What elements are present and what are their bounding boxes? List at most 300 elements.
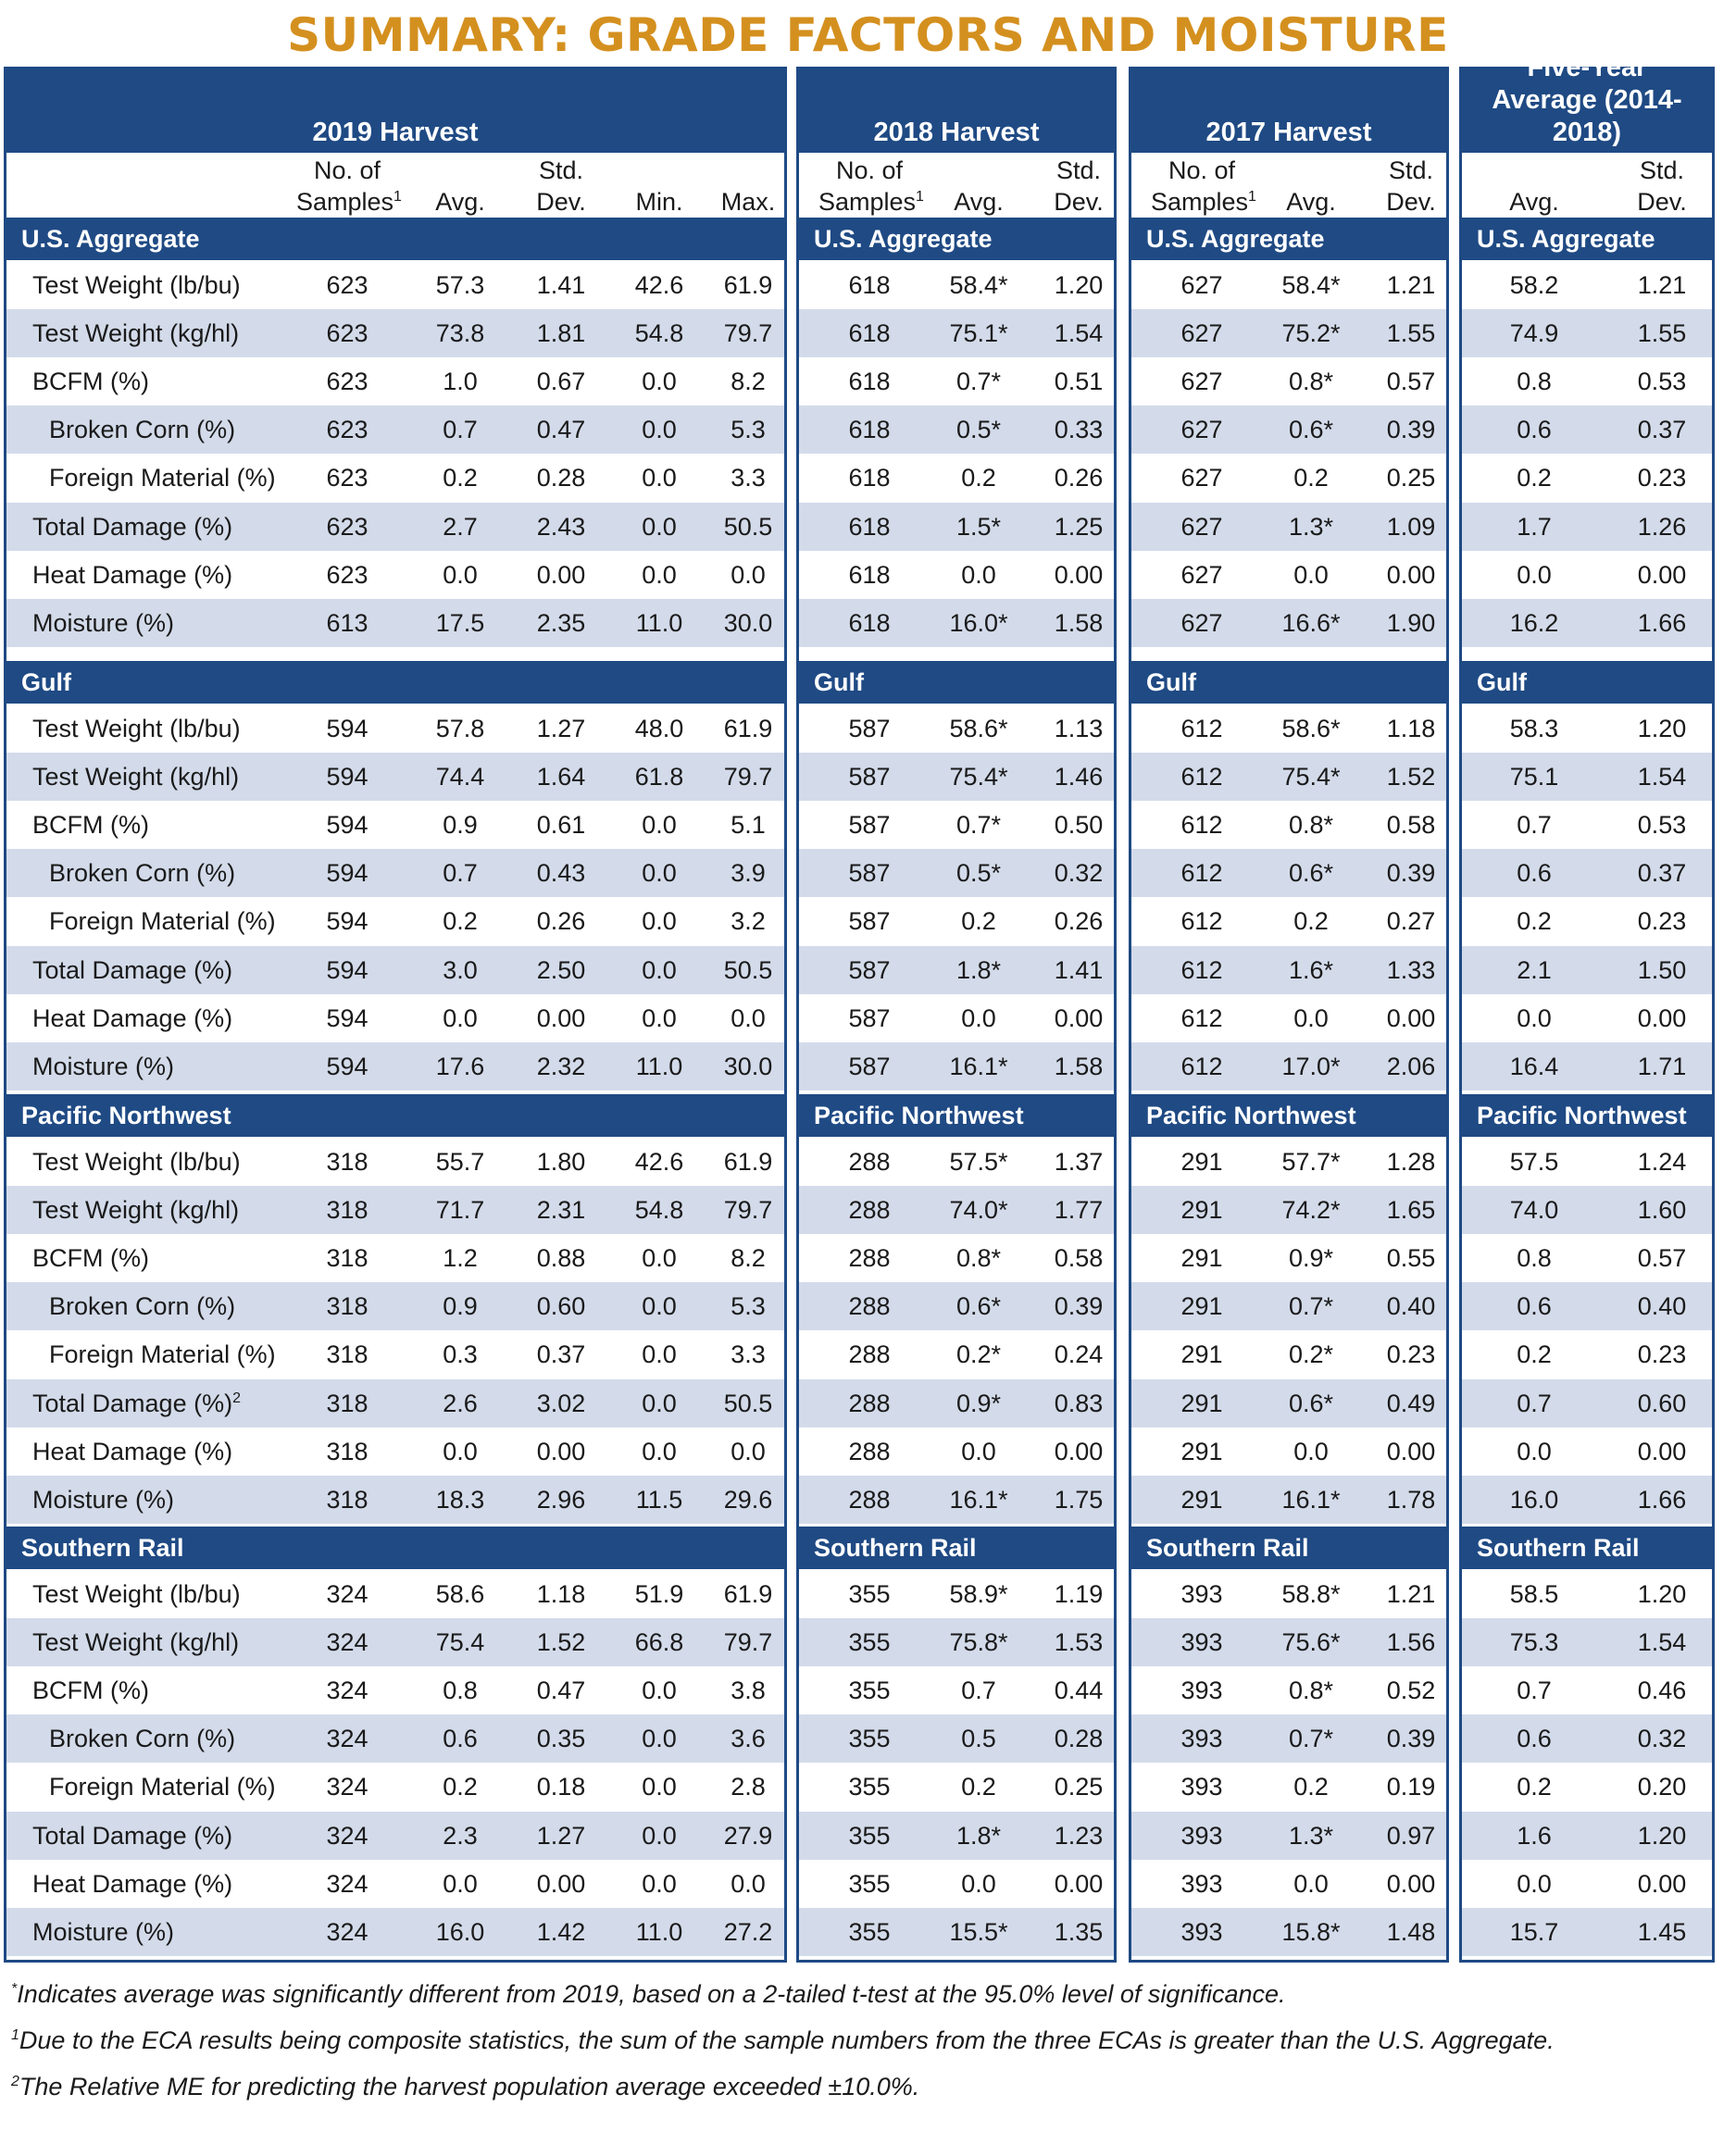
row-label: Total Damage (%) [32,955,233,984]
table-cell: 50.5 [723,512,773,541]
table-row [1462,994,1712,1042]
table-cell: 0.2* [1288,1340,1334,1369]
table-cell: 1.55 [1386,319,1436,348]
table-cell: 1.13 [1054,715,1104,742]
table-cell: 0.0 [961,1869,996,1898]
table-cell: 0.8 [1517,368,1552,396]
table-row [799,753,1114,801]
page-title: SUMMARY: GRADE FACTORS AND MOISTURE [287,8,1449,62]
table-cell: 627 [1180,608,1223,637]
table-row [6,897,784,945]
table-cell: 288 [848,1292,891,1321]
column-header: Avg. [954,188,1004,216]
table-row [6,801,784,849]
table-cell: 74.4 [435,763,485,792]
table-cell: 75.8* [949,1628,1008,1657]
table-cell: 75.4* [1281,763,1341,792]
table-cell: 594 [326,1003,368,1032]
table-cell: 0.0 [1293,1869,1329,1898]
table-row [1131,454,1446,502]
table-cell: 0.0 [642,1292,677,1321]
table-cell: 355 [848,1773,891,1801]
table-cell: 0.6 [1517,1292,1552,1321]
table-cell: 291 [1180,1340,1223,1369]
table-cell: 0.0 [1517,1003,1552,1032]
column-header: Std. Dev. [1054,156,1104,216]
table-cell: 587 [848,1003,891,1032]
table-cell: 627 [1180,464,1223,492]
table-cell: 618 [848,319,891,348]
section-header: Gulf [1462,661,1712,704]
table-cell: 1.0 [443,368,478,396]
table-row [1462,357,1712,405]
table-cell: 16.1* [949,1052,1008,1080]
table-cell: 393 [1180,1628,1223,1657]
table-row [799,1666,1114,1714]
table-cell: 2.43 [536,512,586,541]
table-cell: 8.2 [731,368,766,396]
table-cell: 1.66 [1637,608,1687,637]
table-cell: 74.2* [1281,1196,1341,1225]
table-row [6,454,784,502]
table-row [1462,405,1712,454]
table-row [799,1860,1114,1908]
table-cell: 0.6* [1288,1389,1334,1417]
table-row [1131,551,1446,599]
table-cell: 0.0 [1293,1003,1329,1032]
table-cell: 1.37 [1054,1148,1104,1176]
table-row [1462,1908,1712,1956]
table-cell: 291 [1180,1485,1223,1514]
table-cell: 627 [1180,512,1223,541]
table-row [6,405,784,454]
table-cell: 0.8 [443,1677,478,1705]
table-row [1462,1282,1712,1330]
table-row [1462,599,1712,647]
table-cell: 0.18 [536,1773,586,1801]
table-row [1462,1138,1712,1186]
table-row [799,849,1114,897]
table-cell: 58.8* [1281,1580,1341,1608]
table-cell: 0.50 [1054,811,1104,840]
table-row [1131,753,1446,801]
table-row [799,1234,1114,1282]
table-cell: 623 [326,512,368,541]
table-cell: 0.00 [536,1003,586,1032]
table-cell: 2.32 [536,1052,586,1080]
table-cell: 1.75 [1054,1485,1104,1514]
section-header: Gulf [6,661,784,704]
table-cell: 0.00 [1637,1437,1687,1465]
table-cell: 11.5 [635,1485,683,1514]
table-cell: 2.3 [443,1821,478,1850]
table-cell: 1.26 [1637,512,1687,541]
table-cell: 0.2 [443,464,478,492]
table-cell: 1.35 [1054,1917,1104,1946]
table-cell: 318 [326,1437,368,1465]
table-cell: 0.00 [1386,1437,1436,1465]
table-cell: 0.47 [536,1677,586,1705]
table-cell: 0.0 [642,1869,677,1898]
table-cell: 355 [848,1677,891,1705]
table-cell: 75.2* [1281,319,1341,348]
table-cell: 594 [326,763,368,792]
table-cell: 291 [1180,1148,1223,1176]
table-row [6,261,784,309]
table-row [799,551,1114,599]
section-header: Southern Rail [1462,1527,1712,1569]
column-header: Std. Dev. [1386,156,1436,216]
table-row [799,1812,1114,1860]
table-cell: 66.8 [634,1628,684,1657]
table-cell: 1.46 [1054,763,1104,792]
table-row [799,454,1114,502]
section-header: U.S. Aggregate [6,218,784,260]
table-cell: 627 [1180,368,1223,396]
table-cell: 58.5 [1509,1580,1559,1608]
row-label: Broken Corn (%) [49,416,236,444]
table-row [799,1908,1114,1956]
table-cell: 0.88 [536,1244,586,1273]
table-cell: 58.6 [435,1580,485,1608]
table-cell: 58.9* [949,1580,1008,1608]
table-cell: 0.0 [961,560,996,589]
table-cell: 61.9 [723,1580,773,1608]
table-cell: 0.9 [443,1292,478,1321]
table-row [1462,897,1712,945]
table-cell: 612 [1180,763,1223,792]
table-cell: 0.9 [443,811,478,840]
table-row [6,551,784,599]
panel-heading: 2019 Harvest [6,69,784,153]
table-row [1462,1427,1712,1476]
table-cell: 0.00 [536,1869,586,1898]
table-row [1462,1042,1712,1091]
table-cell: 0.53 [1637,368,1687,396]
table-cell: 318 [326,1196,368,1225]
column-headers [799,155,1114,218]
table-cell: 0.0 [1293,1437,1329,1465]
table-cell: 5.3 [731,416,766,444]
table-cell: 0.2 [961,1773,996,1801]
table-cell: 623 [326,319,368,348]
table-cell: 1.28 [1386,1148,1436,1176]
table-cell: 1.54 [1054,319,1104,348]
table-cell: 17.0* [1281,1052,1341,1080]
table-row [1462,503,1712,551]
table-cell: 16.0 [1509,1485,1559,1514]
row-label: Heat Damage (%) [32,1003,233,1032]
table-row [6,1714,784,1763]
table-cell: 2.35 [536,608,586,637]
table-cell: 324 [326,1821,368,1850]
table-cell: 54.8 [634,1196,684,1225]
table-cell: 18.3 [435,1485,485,1514]
table-cell: 74.9 [1509,319,1559,348]
table-cell: 1.20 [1637,715,1687,742]
table-row [1131,1570,1446,1618]
table-cell: 1.23 [1054,1821,1104,1850]
table-row [1462,946,1712,994]
table-cell: 11.0 [635,608,683,637]
table-row [6,1379,784,1427]
table-cell: 3.02 [536,1389,586,1417]
table-cell: 0.0 [961,1437,996,1465]
column-header: No. of Samples$^1$ [818,156,924,216]
table-row [6,1618,784,1666]
table-cell: 0.0 [642,1773,677,1801]
table-cell: 1.78 [1386,1485,1436,1514]
table-cell: 3.8 [731,1677,766,1705]
table-cell: 393 [1180,1773,1223,1801]
table-row [1131,946,1446,994]
table-cell: 291 [1180,1292,1223,1321]
column-header: No. of Samples$^1$ [1151,156,1256,216]
table-row [1131,1476,1446,1524]
table-cell: 613 [326,608,368,637]
table-cell: 75.3 [1509,1628,1559,1657]
table-cell: 0.40 [1637,1292,1687,1321]
table-cell: 0.25 [1054,1773,1104,1801]
table-cell: 618 [848,464,891,492]
table-cell: 0.35 [536,1725,586,1753]
table-cell: 61.8 [634,763,684,792]
table-cell: 618 [848,560,891,589]
table-row [6,753,784,801]
table-row [6,309,784,357]
table-cell: 42.6 [634,1148,684,1176]
table-cell: 15.5* [949,1917,1008,1946]
table-cell: 318 [326,1292,368,1321]
panel-heading: 2017 Harvest [1131,69,1446,153]
table-row [6,1570,784,1618]
table-cell: 17.6 [435,1052,485,1080]
table-cell: 594 [326,907,368,936]
table-row [799,1138,1114,1186]
table-cell: 1.58 [1054,1052,1104,1080]
table-cell: 0.58 [1386,811,1436,840]
table-row [6,849,784,897]
table-row [799,503,1114,551]
table-cell: 11.0 [635,1917,683,1946]
table-row [1462,704,1712,753]
row-label: BCFM (%) [32,1677,149,1705]
section-header: Gulf [799,661,1114,704]
table-cell: 288 [848,1148,891,1176]
table-cell: 318 [326,1485,368,1514]
table-row [1131,1186,1446,1234]
table-row [799,599,1114,647]
table-row [6,1330,784,1378]
table-cell: 1.18 [536,1580,586,1608]
table-row [6,946,784,994]
table-row [1462,1812,1712,1860]
table-cell: 0.57 [1637,1244,1687,1273]
table-cell: 0.32 [1637,1725,1687,1753]
table-cell: 0.0 [443,1003,478,1032]
table-cell: 288 [848,1485,891,1514]
column-header: Std. Dev. [536,156,586,216]
table-cell: 0.27 [1386,907,1436,936]
row-label: Broken Corn (%) [49,1292,236,1321]
table-cell: 0.7* [1288,1292,1334,1321]
table-cell: 30.0 [723,1052,773,1080]
table-row [6,357,784,405]
panel-2019-harvest [4,67,787,1963]
table-row [1131,1763,1446,1811]
table-cell: 79.7 [723,763,773,792]
table-row [6,1908,784,1956]
table-cell: 1.3* [1288,1821,1334,1850]
table-cell: 0.51 [1054,368,1104,396]
table-cell: 0.33 [1054,416,1104,444]
table-cell: 0.8* [955,1244,1002,1273]
table-cell: 61.9 [723,715,773,742]
table-cell: 0.00 [536,1437,586,1465]
table-cell: 1.45 [1637,1917,1687,1946]
table-cell: 0.6 [1517,1725,1552,1753]
section-header: Southern Rail [799,1527,1114,1569]
table-cell: 587 [848,763,891,792]
table-cell: 0.5* [955,859,1002,888]
table-cell: 612 [1180,715,1223,742]
table-row [6,599,784,647]
table-cell: 0.0 [731,560,766,589]
row-label: Foreign Material (%) [49,907,276,936]
table-cell: 3.6 [731,1725,766,1753]
column-header: Avg. [1509,188,1559,216]
table-cell: 1.3* [1288,512,1334,541]
row-label: Foreign Material (%) [49,464,276,492]
table-row [1131,1860,1446,1908]
table-cell: 0.7 [1517,811,1552,840]
section-header: Pacific Northwest [799,1094,1114,1137]
table-cell: 355 [848,1869,891,1898]
column-header: No. of Samples$^1$ [296,156,402,216]
table-row [1131,1330,1446,1378]
table-cell: 618 [848,368,891,396]
table-cell: 618 [848,608,891,637]
table-cell: 612 [1180,1052,1223,1080]
table-row [1131,849,1446,897]
table-cell: 15.7 [1509,1917,1559,1946]
table-cell: 1.52 [536,1628,586,1657]
table-cell: 1.50 [1637,955,1687,984]
table-row [1462,849,1712,897]
table-cell: 54.8 [634,319,684,348]
table-cell: 0.0 [642,1003,677,1032]
table-cell: 0.49 [1386,1389,1436,1417]
table-row [1462,1379,1712,1427]
table-cell: 0.2 [1517,464,1552,492]
table-row [799,1379,1114,1427]
table-row [1131,1908,1446,1956]
table-cell: 1.55 [1637,319,1687,348]
table-cell: 79.7 [723,319,773,348]
table-cell: 0.7* [1288,1725,1334,1753]
table-cell: 623 [326,368,368,396]
table-row [799,1714,1114,1763]
table-cell: 288 [848,1340,891,1369]
table-cell: 1.48 [1386,1917,1436,1946]
table-cell: 0.00 [1637,1003,1687,1032]
table-cell: 0.39 [1386,859,1436,888]
table-row [799,994,1114,1042]
table-cell: 355 [848,1580,891,1608]
table-cell: 612 [1180,859,1223,888]
table-cell: 0.19 [1386,1773,1436,1801]
table-cell: 291 [1180,1389,1223,1417]
footnote: $^1$Due to the ECA results being composite statistics, the sum of the sample numbers from the three ECAs is greater than the U.S. Aggregate. [11,2026,1555,2054]
panel-heading: Five-Year Average (2014-2018) [1462,69,1712,153]
table-cell: 1.66 [1637,1485,1687,1514]
table-row [1131,357,1446,405]
table-row [1131,994,1446,1042]
table-row [6,1763,784,1811]
table-row [1131,1379,1446,1427]
table-cell: 3.0 [443,955,478,984]
table-cell: 623 [326,271,368,299]
table-cell: 0.0 [642,907,677,936]
table-row [1462,1234,1712,1282]
row-label: Foreign Material (%) [49,1773,276,1801]
table-cell: 48.0 [634,715,684,742]
table-row [6,1234,784,1282]
table-row [1462,1476,1712,1524]
table-cell: 16.4 [1509,1052,1559,1080]
table-cell: 0.3 [443,1340,478,1369]
row-label: Test Weight (lb/bu) [32,715,241,742]
table-cell: 75.4 [435,1628,485,1657]
table-cell: 618 [848,416,891,444]
table-cell: 0.7* [955,811,1002,840]
table-cell: 355 [848,1628,891,1657]
table-cell: 0.0 [731,1869,766,1898]
table-cell: 0.40 [1386,1292,1436,1321]
table-cell: 393 [1180,1917,1223,1946]
column-headers [6,155,784,218]
table-cell: 2.06 [1386,1052,1436,1080]
table-row [6,994,784,1042]
table-cell: 51.9 [634,1580,684,1608]
table-cell: 1.25 [1054,512,1104,541]
table-cell: 74.0* [949,1196,1008,1225]
table-cell: 0.2 [1293,907,1329,936]
table-row [1131,1812,1446,1860]
table-cell: 0.58 [1054,1244,1104,1273]
table-cell: 291 [1180,1244,1223,1273]
table-cell: 355 [848,1821,891,1850]
table-cell: 1.7 [1517,512,1552,541]
table-cell: 0.2 [1517,1773,1552,1801]
table-cell: 0.0 [642,1677,677,1705]
table-cell: 324 [326,1580,368,1608]
table-cell: 288 [848,1389,891,1417]
table-cell: 1.58 [1054,608,1104,637]
table-cell: 1.19 [1054,1580,1104,1608]
table-row [1462,1570,1712,1618]
table-row [799,357,1114,405]
table-cell: 0.8* [1288,368,1334,396]
section-header: U.S. Aggregate [1462,218,1712,260]
table-cell: 0.5 [961,1725,996,1753]
table-cell: 1.60 [1637,1196,1687,1225]
table-cell: 0.0 [642,1244,677,1273]
table-cell: 1.33 [1386,955,1436,984]
table-cell: 0.8* [1288,1677,1334,1705]
table-row [799,261,1114,309]
table-cell: 1.6 [1517,1821,1552,1850]
